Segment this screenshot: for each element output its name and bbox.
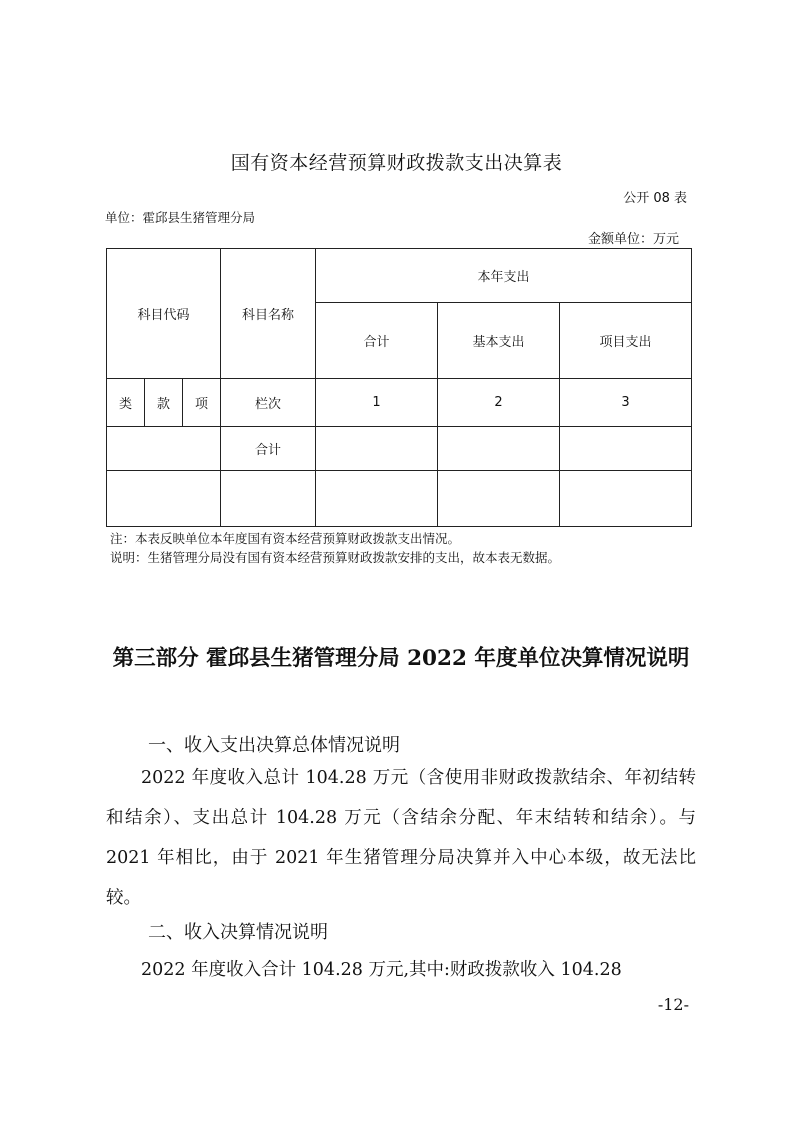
table-explanation: 说明：生猪管理分局没有国有资本经营预算财政拨款安排的支出，故本表无数据。 (110, 550, 561, 565)
budget-table (106, 248, 692, 527)
section-title: 第三部分 霍邱县生猪管理分局 2022 年度单位决算情况说明 (112, 646, 690, 671)
amount-unit: 金额单位：万元 (587, 232, 679, 247)
header-xiang: 项 (183, 379, 221, 427)
header-project: 项目支出 (560, 303, 692, 379)
header-subject-code: 科目代码 (107, 249, 221, 379)
paragraph-income: 2022 年度收入合计 104.28 万元,其中:财政拨款收入 104.28 (141, 960, 622, 980)
header-current-year: 本年支出 (316, 249, 692, 303)
page-number: -12- (657, 995, 689, 1014)
table-title: 国有资本经营预算财政拨款支出决算表 (230, 152, 563, 174)
header-subject-name: 科目名称 (221, 249, 316, 379)
heading-income-expenditure: 一、收入支出决算总体情况说明 (148, 735, 400, 756)
header-lei: 类 (107, 379, 145, 427)
heading-income: 二、收入决算情况说明 (148, 922, 328, 943)
unit-label: 单位：霍邱县生猪管理分局 (105, 210, 256, 225)
header-basic: 基本支出 (438, 303, 560, 379)
table-row-empty (107, 471, 692, 527)
table-note: 注：本表反映单位本年度国有资本经营预算财政拨款支出情况。 (110, 531, 461, 546)
table-row-total (107, 427, 692, 471)
col-number-3: 3 (560, 379, 692, 427)
row-lanci: 栏次 (221, 379, 316, 427)
paragraph-overview: 2022 年度收入总计 104.28 万元（含使用非财政拨款结余、年初结转和结余）、支出总计 104.28 万元（含结余分配、年末结转和结余）。与 2021 年相比，由于 2021 年生猪管理分局决算并入中心本级，故无法比较。 (106, 768, 696, 908)
header-total: 合计 (316, 303, 438, 379)
col-number-2: 2 (438, 379, 560, 427)
row-total-label: 合计 (221, 427, 316, 471)
col-number-1: 1 (316, 379, 438, 427)
form-number: 公开 08 表 (623, 191, 687, 206)
header-kuan: 款 (145, 379, 183, 427)
